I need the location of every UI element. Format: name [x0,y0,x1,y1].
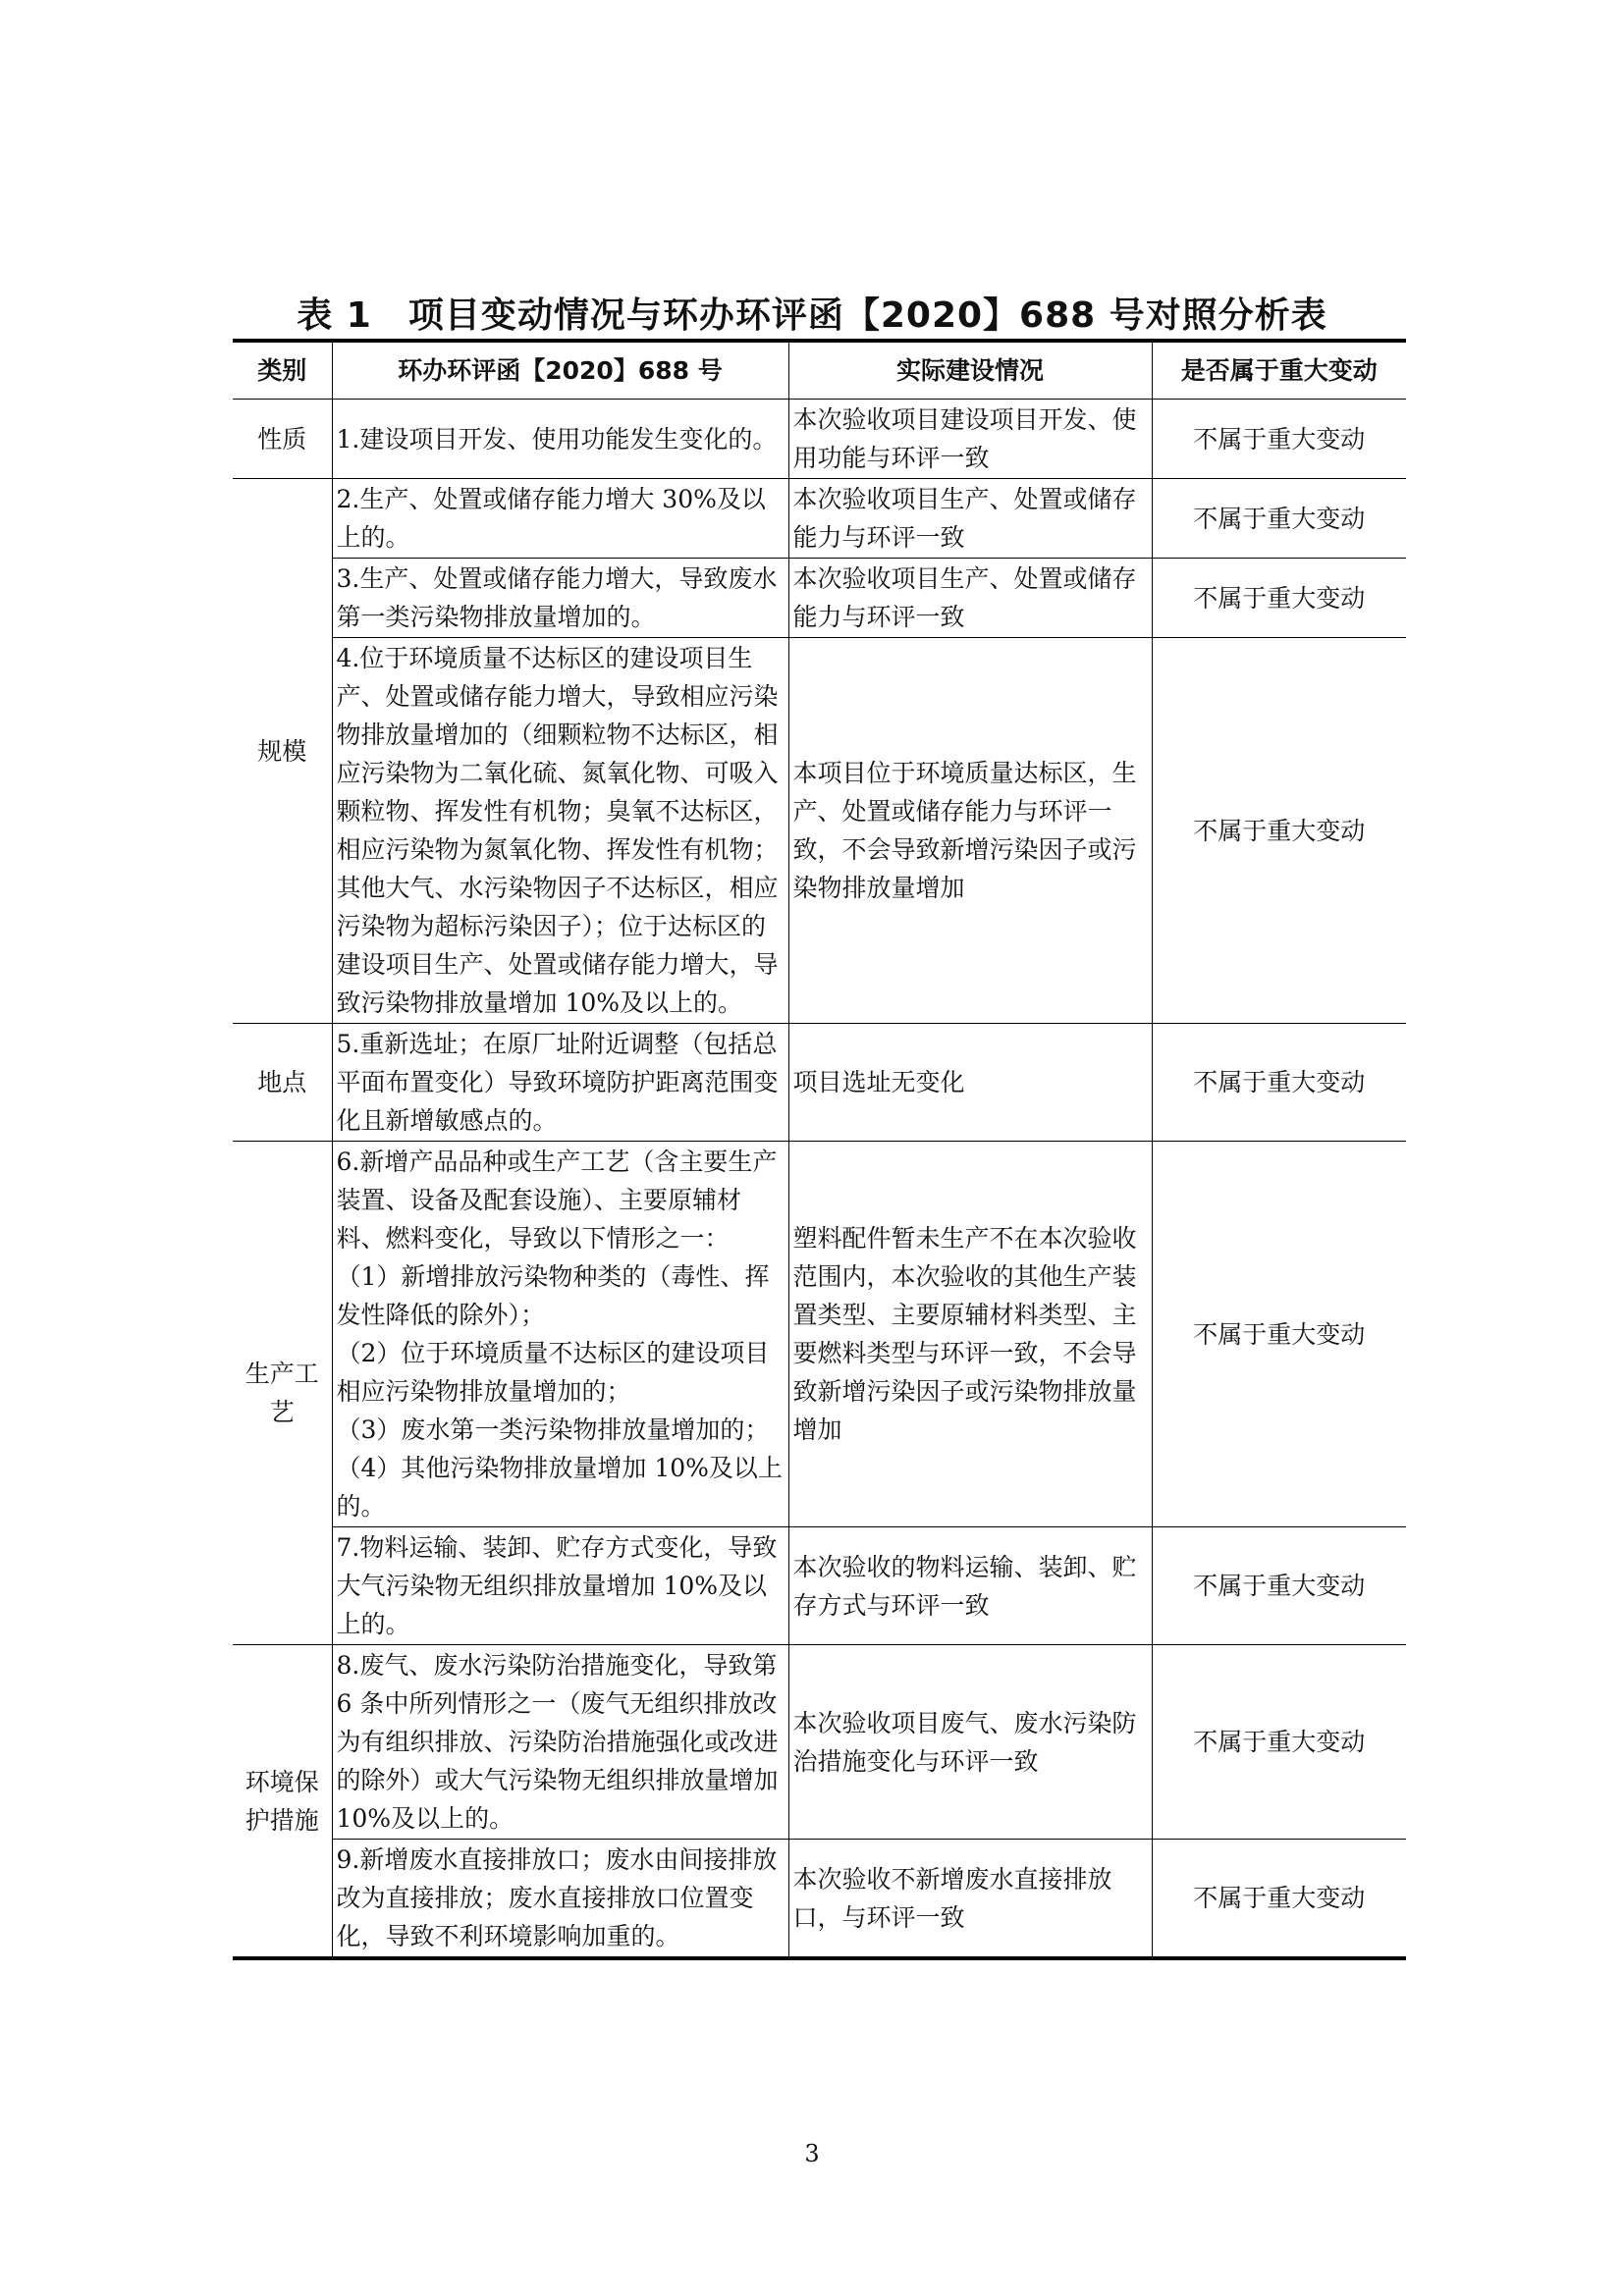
actual-cell: 本次验收的物料运输、装卸、贮存方式与环评一致 [788,1527,1152,1645]
header-category: 类别 [233,341,332,400]
result-cell: 不属于重大变动 [1152,479,1406,559]
result-cell: 不属于重大变动 [1152,1024,1406,1142]
actual-cell: 塑料配件暂未生产不在本次验收范围内，本次验收的其他生产装置类型、主要原辅材料类型、主要燃料类型与环评一致，不会导致新增污染因子或污染物排放量增加 [788,1142,1152,1527]
requirement-line: （2）位于环境质量不达标区的建设项目相应污染物排放量增加的； [336,1339,770,1406]
category-cell: 生产工艺 [233,1142,332,1645]
actual-cell: 本次验收项目建设项目开发、使用功能与环评一致 [788,400,1152,479]
result-cell: 不属于重大变动 [1152,1840,1406,1959]
actual-cell: 本次验收项目生产、处置或储存能力与环评一致 [788,559,1152,638]
requirement-cell: 3.生产、处置或储存能力增大，导致废水第一类污染物排放量增加的。 [332,559,788,638]
requirement-line: 6.新增产品品种或生产工艺（含主要生产装置、设备及配套设施）、主要原辅材料、燃料变化，导致以下情形之一： [336,1148,778,1253]
table-row [233,1645,1406,1840]
requirement-line: （1）新增排放污染物种类的（毒性、挥发性降低的除外）； [336,1262,770,1329]
table-row [233,638,1406,1024]
requirement-cell: 5.重新选址；在原厂址附近调整（包括总平面布置变化）导致环境防护距离范围变化且新增敏感点的。 [332,1024,788,1142]
category-cell: 性质 [233,400,332,479]
table-row [233,1142,1406,1527]
table-row [233,1024,1406,1142]
category-cell: 环境保护措施 [233,1645,332,1959]
result-cell: 不属于重大变动 [1152,559,1406,638]
result-cell: 不属于重大变动 [1152,1645,1406,1840]
table-row [233,1840,1406,1959]
comparison-table [233,339,1406,1960]
requirement-line: （3）废水第一类污染物排放量增加的； [336,1415,770,1444]
requirement-cell: 9.新增废水直接排放口；废水由间接排放改为直接排放；废水直接排放口位置变化，导致不利环境影响加重的。 [332,1840,788,1959]
actual-cell: 本次验收不新增废水直接排放口，与环评一致 [788,1840,1152,1959]
table-row [233,400,1406,479]
header-actual: 实际建设情况 [788,341,1152,400]
actual-cell: 本次验收项目废气、废水污染防治措施变化与环评一致 [788,1645,1152,1840]
result-cell: 不属于重大变动 [1152,1527,1406,1645]
result-cell: 不属于重大变动 [1152,400,1406,479]
category-cell: 规模 [233,479,332,1024]
table-row [233,559,1406,638]
requirement-cell: 7.物料运输、装卸、贮存方式变化，导致大气污染物无组织排放量增加 10%及以上的。 [332,1527,788,1645]
requirement-cell: 2.生产、处置或储存能力增大 30%及以上的。 [332,479,788,559]
table-header-row [233,341,1406,400]
requirement-cell: 8.废气、废水污染防治措施变化，导致第 6 条中所列情形之一（废气无组织排放改为有组织排放、污染防治措施强化或改进的除外）或大气污染物无组织排放量增加 10%及以上的。 [332,1645,788,1840]
table-row [233,479,1406,559]
table-title: 表 1 项目变动情况与环办环评函【2020】688 号对照分析表 [297,295,1327,336]
result-cell: 不属于重大变动 [1152,1142,1406,1527]
actual-cell: 项目选址无变化 [788,1024,1152,1142]
header-requirement: 环办环评函【2020】688 号 [332,341,788,400]
requirement-cell [332,1142,788,1527]
table-row [233,1527,1406,1645]
actual-cell: 本项目位于环境质量达标区，生产、处置或储存能力与环评一致，不会导致新增污染因子或污染物排放量增加 [788,638,1152,1024]
page-number: 3 [804,2140,820,2167]
requirement-cell: 1.建设项目开发、使用功能发生变化的。 [332,400,788,479]
category-cell: 地点 [233,1024,332,1142]
requirement-line: （4）其他污染物排放量增加 10%及以上的。 [336,1454,783,1521]
header-major-change: 是否属于重大变动 [1152,341,1406,400]
result-cell: 不属于重大变动 [1152,638,1406,1024]
requirement-cell: 4.位于环境质量不达标区的建设项目生产、处置或储存能力增大，导致相应污染物排放量增加的（细颗粒物不达标区，相应污染物为二氧化硫、氮氧化物、可吸入颗粒物、挥发性有机物；臭氧不达标区，相应污染物为氮氧化物、挥发性有机物；其他大气、水污染物因子不达标区，相应污染物为超标污染因子）；位于达标区的建设项目生产、处置或储存能力增大，导致污染物排放量增加 10%及以上的。 [332,638,788,1024]
actual-cell: 本次验收项目生产、处置或储存能力与环评一致 [788,479,1152,559]
